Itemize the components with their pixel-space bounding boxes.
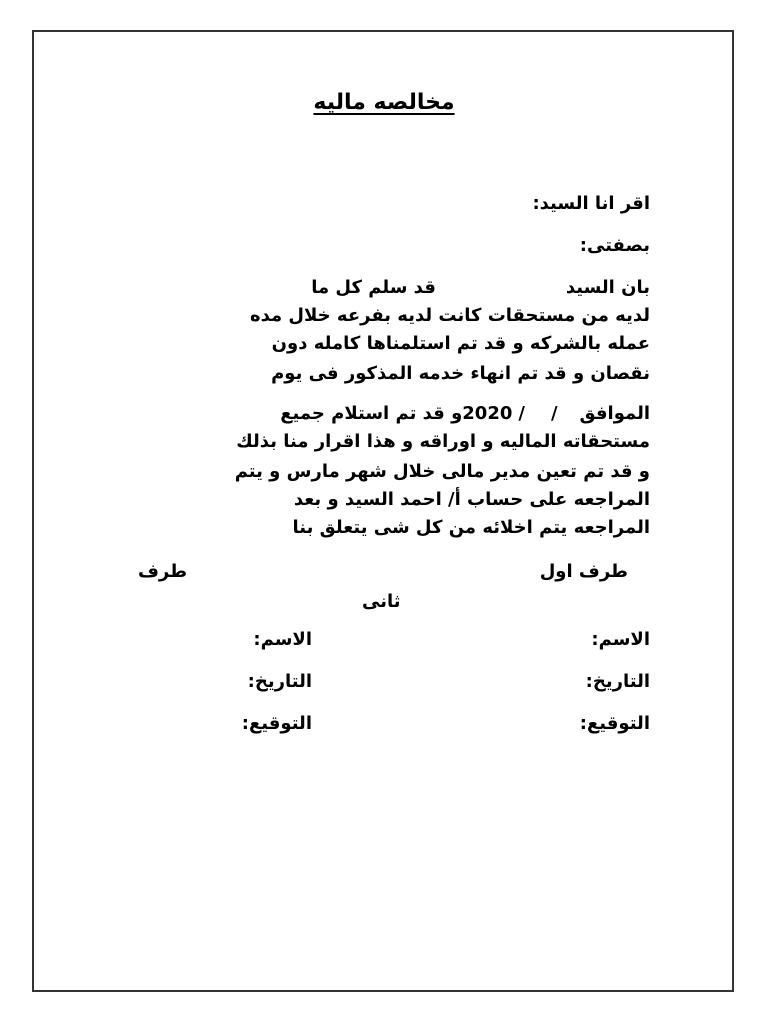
- first-party-date-label: التاريخ:: [585, 671, 650, 692]
- paragraph1-line1-part1: بان السيد: [565, 277, 650, 298]
- paragraph2-line1-part1: الموافق: [579, 403, 650, 424]
- acknowledgement-label: اقر انا السيد:: [532, 193, 650, 214]
- paragraph2-line5: المراجعه يتم اخلائه من كل شى يتعلق بنا: [292, 517, 650, 538]
- paragraph2-line1-part2: 2020و قد تم استلام جميع: [280, 403, 513, 424]
- second-party-date-label: التاريخ:: [247, 671, 312, 692]
- date-separator-1: /: [550, 403, 558, 424]
- paragraph1-line1-part2: قد سلم كل ما: [311, 277, 436, 298]
- document-title: مخالصه ماليه: [313, 90, 455, 115]
- paragraph1-line2: لديه من مستحقات كانت لديه بفرعه خلال مده: [249, 305, 650, 326]
- second-party-label-line2: ثانى: [362, 591, 401, 612]
- paragraph1-line3: عمله بالشركه و قد تم استلمناها كامله دون: [271, 333, 650, 354]
- paragraph2-line3: و قد تم تعين مدير مالى خلال شهر مارس و يتم: [234, 461, 650, 482]
- first-party-label: طرف اول: [539, 561, 628, 582]
- second-party-signature-label: التوقيع:: [241, 713, 312, 734]
- paragraph1-line4: نقصان و قد تم انهاء خدمه المذكور فى يوم: [271, 363, 650, 384]
- second-party-name-label: الاسم:: [253, 629, 312, 650]
- capacity-label: بصفتى:: [579, 235, 650, 256]
- first-party-signature-label: التوقيع:: [579, 713, 650, 734]
- paragraph2-line2: مستحقاته الماليه و اوراقه و هذا اقرار منا بذلك: [236, 431, 650, 452]
- paragraph2-line1: [280, 400, 650, 428]
- first-party-name-label: الاسم:: [591, 629, 650, 650]
- paragraph1-line1: [311, 274, 650, 302]
- second-party-label-line1: طرف: [138, 561, 188, 582]
- paragraph2-line4: المراجعه على حساب أ/ احمد السيد و بعد: [293, 489, 650, 510]
- date-separator-2: /: [518, 403, 525, 424]
